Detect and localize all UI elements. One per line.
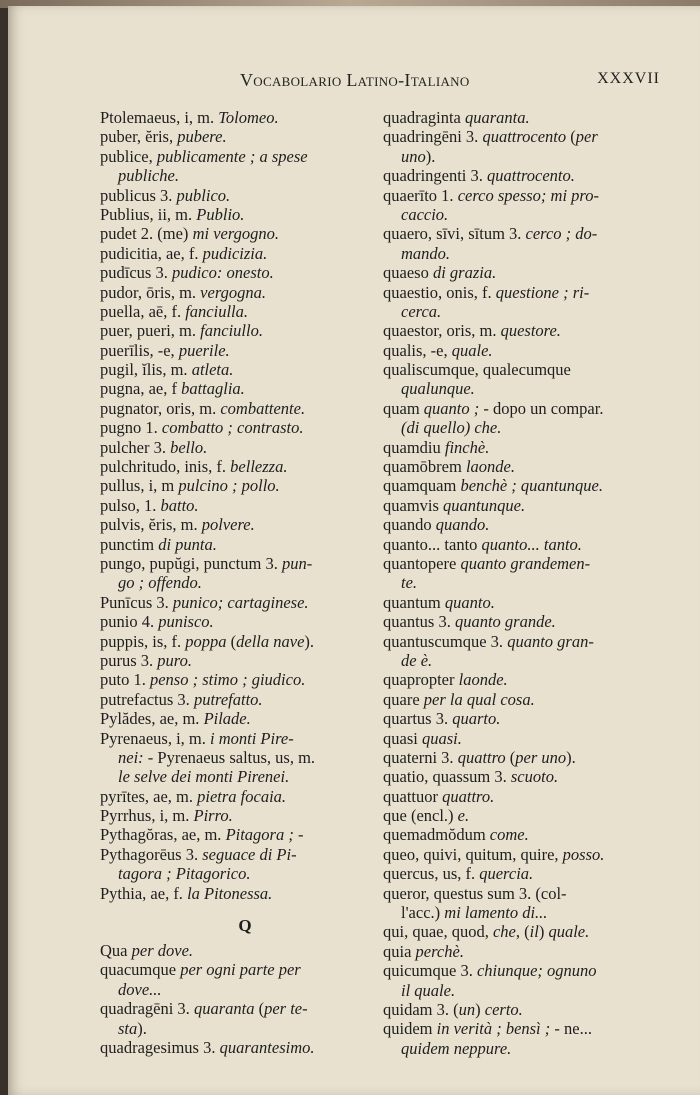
entry-line [100, 884, 390, 903]
right-column [383, 108, 675, 1058]
translation: come. [489, 825, 529, 845]
headword: queror, questus sum 3. (col- [383, 883, 567, 903]
entry-line [100, 825, 390, 844]
entry-line [383, 360, 675, 379]
entry-line [100, 108, 390, 127]
entry-line [100, 147, 390, 166]
translation: dove... [118, 979, 162, 999]
entry-line [383, 864, 675, 883]
entry-line [100, 632, 390, 651]
translation: certo. [484, 999, 523, 1019]
headword: quartus 3. [383, 709, 453, 729]
headword: quadringēni 3. [383, 127, 483, 147]
headword: publice, [100, 146, 157, 166]
translation: cerco ; do- [525, 224, 598, 244]
headword: pugil, ĭlis, m. [100, 360, 192, 380]
translation: qualunque. [401, 379, 475, 399]
entry-line [100, 999, 390, 1018]
entry-line [383, 244, 675, 263]
translation: vergogna. [200, 282, 267, 302]
entry-line [100, 379, 390, 398]
note-text: - ne... [550, 1019, 592, 1039]
entry-line [100, 612, 390, 631]
headword: pudicitia, ae, f. [100, 243, 203, 263]
headword: pungo, pupŭgi, punctum 3. [100, 553, 282, 573]
note-text: ) [475, 999, 485, 1019]
headword: pullus, i, m [100, 476, 179, 496]
translation: mi vergogno. [192, 224, 280, 244]
entry-line [383, 263, 675, 282]
note-text: ( [226, 631, 237, 651]
translation: per dove. [131, 941, 194, 961]
note-text: ). [425, 146, 436, 166]
headword: quattuor [383, 786, 443, 806]
translation: finchè. [444, 437, 490, 457]
entry-line [100, 651, 390, 670]
entry-line [383, 108, 675, 127]
entry-line [100, 729, 390, 748]
translation: caccio. [401, 204, 449, 224]
entry-line [100, 263, 390, 282]
headword: puella, aē, f. [100, 301, 186, 321]
translation: quaranta. [465, 108, 530, 127]
translation: scuoto. [510, 767, 559, 787]
translation: Tolomeo. [218, 108, 279, 127]
entry-line [383, 224, 675, 243]
note-text: ) [538, 922, 549, 942]
headword: pugna, ae, f [100, 379, 182, 399]
translation: il quale. [401, 980, 456, 1000]
entry-line [100, 806, 390, 825]
headword: pudor, ōris, m. [100, 282, 201, 302]
headword: pulcher 3. [100, 437, 171, 457]
translation: punico; cartaginese. [172, 592, 309, 612]
headword: quam [383, 398, 424, 418]
translation: puro. [157, 650, 192, 670]
entry-line [100, 127, 390, 146]
entry-line [100, 186, 390, 205]
headword: quamdiu [383, 437, 445, 457]
entry-line [100, 360, 390, 379]
entry-line [383, 166, 675, 185]
headword: quantuscumque 3. [383, 631, 508, 651]
entry-line [383, 632, 675, 651]
headword: punio 4. [100, 612, 159, 632]
translation: quanto gran- [507, 631, 594, 651]
translation: per ogni parte per [180, 960, 301, 980]
headword: Publius, ii, m. [100, 204, 197, 224]
headword: quatio, quassum 3. [383, 767, 511, 787]
entry-line [100, 845, 390, 864]
headword: quaterni 3. [383, 747, 458, 767]
headword: Qua [100, 941, 132, 961]
entry-line [100, 418, 390, 437]
entry-line [383, 767, 675, 786]
headword: quidam 3. ( [383, 999, 459, 1019]
entry-line [383, 457, 675, 476]
translation: le selve dei monti Pirenei. [118, 767, 290, 787]
translation: quattro [457, 747, 506, 767]
translation: Pirro. [193, 806, 233, 826]
translation: cerca. [401, 301, 442, 321]
translation: il [529, 922, 539, 942]
entry-line [100, 496, 390, 515]
entry-line [383, 515, 675, 534]
headword: quercus, us, f. [383, 864, 480, 884]
headword: pulchritudo, inis, f. [100, 457, 231, 477]
entry-line [383, 690, 675, 709]
entry-line [100, 1019, 390, 1038]
entry-line [383, 379, 675, 398]
headword: qui, quae, quod, [383, 922, 493, 942]
translation: pudico: onesto. [171, 263, 274, 283]
translation: quattro. [442, 786, 495, 806]
translation: quarto. [452, 709, 501, 729]
translation: quattrocento. [487, 166, 575, 186]
headword: puto 1. [100, 670, 150, 690]
headword: pulso, 1. [100, 495, 161, 515]
translation: della nave [236, 631, 305, 651]
headword: quantopere [383, 553, 461, 573]
headword: quaestio, onis, f. [383, 282, 496, 302]
entry-line [383, 593, 675, 612]
entry-line [383, 806, 675, 825]
headword: quaeso [383, 263, 433, 283]
translation: Pilade. [203, 709, 251, 729]
headword: quadragēni 3. [100, 999, 194, 1019]
translation: laonde. [465, 457, 515, 477]
headword: Pythia, ae, f. [100, 883, 188, 903]
translation: quanto ; [423, 398, 480, 418]
entry-line [383, 670, 675, 689]
translation: mi lamento di... [444, 903, 548, 923]
entry-line [383, 942, 675, 961]
entry-line [383, 709, 675, 728]
translation: laonde. [458, 670, 508, 690]
entry-line [100, 535, 390, 554]
translation: fanciullo. [200, 321, 263, 341]
entry-line [100, 244, 390, 263]
headword: quaero, sīvi, sītum 3. [383, 224, 526, 244]
entry-line [383, 961, 675, 980]
entry-line [383, 302, 675, 321]
entry-line [383, 399, 675, 418]
translation: quale. [548, 922, 590, 942]
translation: quasi. [421, 728, 462, 748]
translation: benchè ; quantunque. [460, 476, 603, 496]
entry-line [100, 341, 390, 360]
headword: quantus 3. [383, 612, 455, 632]
headword: Ptolemaeus, i, m. [100, 108, 219, 127]
headword: quamōbrem [383, 457, 466, 477]
page-title: Vocabolario Latino-Italiano [240, 70, 470, 90]
entry-line [100, 224, 390, 243]
translation: per uno [515, 747, 567, 767]
headword: quidem [383, 1019, 437, 1039]
translation: cerco spesso; mi pro- [457, 185, 599, 205]
translation: questore. [500, 321, 561, 341]
translation: Publio. [196, 204, 245, 224]
translation: quanto grande. [454, 612, 556, 632]
note-text: ). [137, 1018, 147, 1038]
headword: quadragesimus 3. [100, 1037, 220, 1057]
translation: seguace di Pi- [202, 844, 297, 864]
entry-line [100, 690, 390, 709]
entry-line [383, 205, 675, 224]
headword: quia [383, 941, 416, 961]
translation: quidem neppure. [401, 1038, 512, 1058]
headword: pudet 2. (me) [100, 224, 193, 244]
note-text: - Pyrenaeus saltus, us, m. [143, 747, 316, 767]
translation: combatto ; contrasto. [161, 418, 304, 438]
headword: l'acc.) [401, 903, 445, 923]
translation: quale. [451, 340, 493, 360]
headword: quapropter [383, 670, 459, 690]
translation: quanto. [444, 592, 495, 612]
entry-line [383, 1000, 675, 1019]
section-letter: Q [238, 916, 252, 936]
translation: de è. [401, 650, 433, 670]
entry-line [383, 186, 675, 205]
translation: questione ; ri- [495, 282, 590, 302]
entry-line [100, 438, 390, 457]
entry-line [383, 1019, 675, 1038]
headword: Pyrrhus, i, m. [100, 806, 194, 826]
entry-line [383, 127, 675, 146]
entry-line [100, 554, 390, 573]
translation: bellezza. [230, 457, 288, 477]
translation: Pitagora ; - [225, 825, 304, 845]
entry-line [383, 321, 675, 340]
translation: un [458, 999, 476, 1019]
left-column [100, 108, 390, 1057]
headword: puber, ĕris, [100, 127, 178, 147]
translation: chiunque; ognuno [476, 961, 597, 981]
entry-line [383, 922, 675, 941]
translation: te. [401, 573, 418, 593]
headword: pyrītes, ae, m. [100, 786, 198, 806]
translation: in verità ; bensì ; [436, 1019, 551, 1039]
headword: queo, quivi, quitum, quire, [383, 844, 563, 864]
translation: posso. [562, 844, 605, 864]
entry-line [383, 438, 675, 457]
translation: punisco. [158, 612, 214, 632]
translation: publico. [176, 185, 231, 205]
entry-line [383, 612, 675, 631]
headword: Punīcus 3. [100, 592, 173, 612]
translation: publiche. [118, 166, 179, 186]
translation: che [492, 922, 516, 942]
headword: qualiscumque, qualecumque [383, 360, 571, 380]
translation: quarantesimo. [219, 1037, 315, 1057]
translation: pun- [281, 553, 313, 573]
entry-line [100, 166, 390, 185]
translation: pudicizia. [202, 243, 268, 263]
entry-line [383, 496, 675, 515]
entry-line [100, 941, 390, 960]
translation: poppa [185, 631, 227, 651]
entry-line [100, 476, 390, 495]
headword: quare [383, 689, 424, 709]
translation: quaranta [193, 999, 255, 1019]
entry-line [383, 651, 675, 670]
entry-line [100, 515, 390, 534]
headword: punctim [100, 534, 159, 554]
note-text: ( [566, 127, 576, 147]
entry-line [100, 1038, 390, 1057]
headword: putrefactus 3. [100, 689, 194, 709]
headword: publicus 3. [100, 185, 177, 205]
translation: sta [118, 1018, 138, 1038]
entry-line [100, 205, 390, 224]
entry-line [100, 593, 390, 612]
entry-line [383, 1039, 675, 1058]
headword: quamvis [383, 495, 444, 515]
headword: puer, pueri, m. [100, 321, 201, 341]
headword: qualis, -e, [383, 340, 452, 360]
headword: quanto... tanto [383, 534, 482, 554]
translation: pietra focaia. [197, 786, 287, 806]
translation: pulcino ; pollo. [178, 476, 280, 496]
translation: publicamente ; a spese [156, 146, 308, 166]
page-number: XXXVII [597, 70, 660, 87]
headword: quaerīto 1. [383, 185, 458, 205]
headword: quadraginta [383, 108, 466, 127]
translation: i monti Pire- [209, 728, 294, 748]
headword: quemadmŏdum [383, 825, 490, 845]
headword: pugno 1. [100, 418, 162, 438]
translation: batto. [160, 495, 199, 515]
translation: di grazia. [432, 263, 497, 283]
headword: puppis, is, f. [100, 631, 186, 651]
headword: quaestor, oris, m. [383, 321, 501, 341]
translation: per [575, 127, 598, 147]
headword: quadringenti 3. [383, 166, 488, 186]
translation: mando. [401, 243, 451, 263]
page-header [240, 70, 660, 96]
translation: penso ; stimo ; giudico. [149, 670, 306, 690]
translation: uno [401, 146, 426, 166]
headword: pugnator, oris, m. [100, 398, 221, 418]
translation: (di quello) che. [401, 418, 502, 438]
translation: e. [457, 806, 470, 826]
headword: Pythagorēus 3. [100, 844, 203, 864]
entry-line [100, 457, 390, 476]
translation: puerile. [178, 340, 230, 360]
translation: quercia. [479, 864, 534, 884]
entry-line [383, 535, 675, 554]
entry-line [383, 147, 675, 166]
headword: pulvis, ĕris, m. [100, 515, 202, 535]
entry-line [383, 283, 675, 302]
headword: pudīcus 3. [100, 263, 172, 283]
entry-line [100, 321, 390, 340]
entry-line [383, 729, 675, 748]
entry-line [383, 845, 675, 864]
note-text: , ( [515, 922, 530, 942]
translation: polvere. [201, 515, 255, 535]
entry-line [383, 573, 675, 592]
entry-line [100, 864, 390, 883]
translation: di punta. [158, 534, 217, 554]
entry-line [100, 302, 390, 321]
translation: quanto... tanto. [481, 534, 582, 554]
headword: que (encl.) [383, 806, 458, 826]
entry-line [100, 573, 390, 592]
entry-line [383, 341, 675, 360]
translation: quantunque. [443, 495, 526, 515]
entry-line [100, 767, 390, 786]
headword: quando [383, 515, 436, 535]
entry-line [100, 399, 390, 418]
translation: la Pitonessa. [187, 883, 273, 903]
entry-line [100, 283, 390, 302]
entry-line [100, 787, 390, 806]
translation: nei: [118, 747, 144, 767]
note-text: ( [505, 747, 516, 767]
translation: combattente. [220, 398, 306, 418]
entry-line [383, 418, 675, 437]
translation: quanto grandemen- [460, 553, 591, 573]
entry-line [100, 960, 390, 979]
translation: tagora ; Pitagorico. [118, 864, 251, 884]
headword: quicumque 3. [383, 961, 477, 981]
note-text: ( [254, 999, 265, 1019]
translation: battaglia. [181, 379, 245, 399]
translation: quando. [435, 515, 490, 535]
headword: purus 3. [100, 650, 158, 670]
entry-line [100, 670, 390, 689]
translation: per te- [264, 999, 308, 1019]
entry-line [100, 980, 390, 999]
entry-line [100, 709, 390, 728]
headword: Pylădes, ae, m. [100, 709, 204, 729]
entry-line [383, 554, 675, 573]
entry-line [383, 787, 675, 806]
headword: quasi [383, 728, 422, 748]
entry-line [383, 903, 675, 922]
headword: quamquam [383, 476, 461, 496]
translation: bello. [170, 437, 208, 457]
entry-line [383, 884, 675, 903]
entry-line [383, 825, 675, 844]
translation: fanciulla. [185, 301, 249, 321]
translation: quattrocento [482, 127, 567, 147]
note-text: - dopo un compar. [479, 398, 604, 418]
headword: puerīlis, -e, [100, 340, 179, 360]
entry-line [383, 748, 675, 767]
entry-line [383, 476, 675, 495]
headword: Pythagŏras, ae, m. [100, 825, 226, 845]
translation: pubere. [177, 127, 227, 147]
headword: quacumque [100, 960, 181, 980]
translation: per la qual cosa. [423, 689, 535, 709]
headword: Pyrenaeus, i, m. [100, 728, 210, 748]
note-text: ). [304, 631, 315, 651]
translation: perchè. [415, 941, 464, 961]
translation: atleta. [191, 360, 234, 380]
translation: putrefatto. [193, 689, 263, 709]
entry-line [100, 748, 390, 767]
note-text: ). [566, 747, 576, 767]
translation: go ; offendo. [118, 573, 202, 593]
headword: quantum [383, 592, 445, 612]
entry-line [383, 981, 675, 1000]
